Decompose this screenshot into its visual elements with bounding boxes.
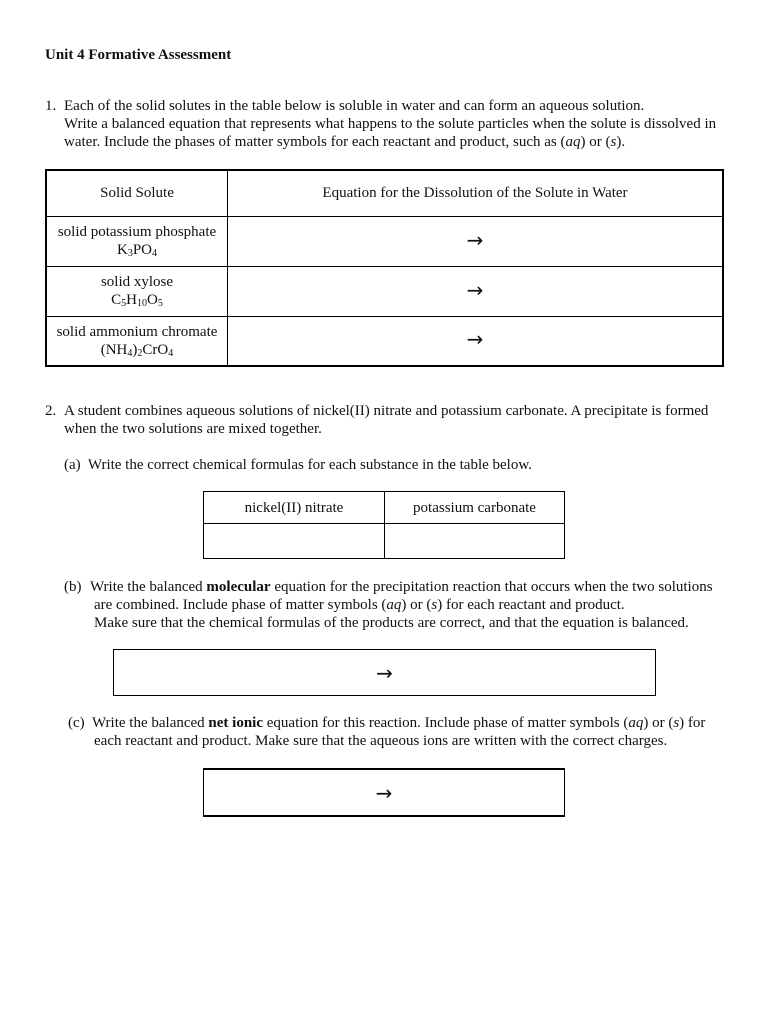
equation-answer-cell[interactable] [228,266,724,316]
part-a [64,456,744,474]
q2-line2: when the two solutions are mixed together. [64,421,322,437]
solute-name: solid xylose [100,274,174,290]
reaction-arrow-icon: → [466,277,484,302]
part-c-line1: Write the balanced net ionic equation for this reaction. Include phase of matter symbols (aq) or (s) for [92,715,706,731]
equation-answer-cell[interactable] [228,216,724,266]
equation-answer-cell[interactable] [228,316,724,366]
net-ionic-equation-box[interactable] [203,768,565,817]
q2-line1: A student combines aqueous solutions of nickel(II) nitrate and potassium carbonate. A precipitate is formed [64,403,709,419]
header-potassium-carbonate: potassium carbonate [385,492,565,524]
reaction-arrow-icon: → [466,227,484,252]
molecular-equation-box[interactable] [113,649,656,696]
part-b-line2: are combined. Include phase of matter symbols (aq) or (s) for each reactant and product. [94,597,625,613]
question-2-text [64,402,729,438]
header-solid-solute: Solid Solute [46,170,228,216]
nickel-nitrate-formula-input[interactable] [204,524,385,559]
question-1 [0,97,768,157]
part-b-line3: Make sure that the chemical formulas of the products are correct, and that the equation is balanced. [94,615,689,631]
reaction-arrow-icon: → [375,780,393,805]
question-1-text [64,97,729,151]
solute-name: solid ammonium chromate [56,323,218,340]
part-c-label: (c) [68,715,85,731]
solute-cell [46,316,228,366]
solute-name: solid potassium phosphate [57,224,217,240]
solute-formula: $(NH_4)_2CrO_4$ [100,341,174,359]
reaction-arrow-icon: → [376,660,393,685]
q1-line3: water. Include the phases of matter symbols for each reactant and product, such as (aq) or (s). [64,134,626,150]
solute-formula: $C_5H_{10}O_5$ [111,292,163,309]
question-number: 1. [45,98,57,114]
q1-line1: Each of the solid solutes in the table below is soluble in water and can form an aqueous solution. [64,98,645,114]
formula-table [203,491,565,559]
header-equation: Equation for the Dissolution of the Solute in Water [228,170,724,216]
header-nickel-nitrate: nickel(II) nitrate [204,492,385,524]
question-number: 2. [45,403,57,419]
part-a-text: Write the correct chemical formulas for each substance in the table below. [87,457,532,473]
reaction-arrow-icon: → [466,327,484,352]
question-2 [0,402,768,442]
part-a-label: (a) [64,457,81,473]
solute-cell [46,216,228,266]
solute-cell [46,266,228,316]
potassium-carbonate-formula-input[interactable] [385,524,565,559]
q1-line2: Write a balanced equation that represents what happens to the solute particles when the solute is dissolved in [64,116,717,132]
solute-formula: $K_3PO_4$ [116,242,158,259]
part-c-line2: each reactant and product. Make sure that the aqueous ions are written with the correct charges. [94,733,668,749]
dissolution-table [45,169,724,367]
part-b-label: (b) [64,579,82,595]
part-b-line1: Write the balanced molecular equation for the precipitation reaction that occurs when the two solutions [90,579,713,595]
page-title: Unit 4 Formative Assessment [45,47,232,63]
